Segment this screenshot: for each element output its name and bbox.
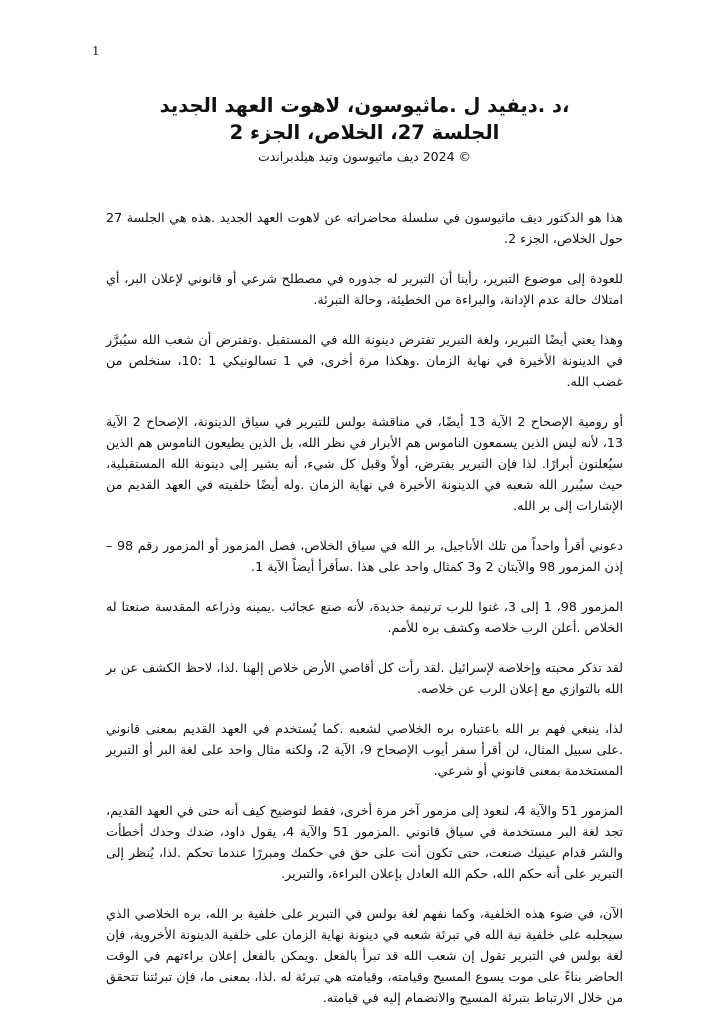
paragraph-7: لقد تذكر محبته وإخلاصه لإسرائيل .لقد رأت كل أقاصي الأرض خلاص إلهنا .لذا، لاحظ الكشف عن بر الله بالتوازي مع إعلان الرب عن خلاصه. — [106, 660, 623, 696]
copyright-line: © 2024 ديف ماثيوسون وتيد هيلدبراندت — [257, 149, 472, 164]
document-header — [106, 92, 623, 167]
paragraph-4: أو رومية الإصحاح 2 الآية 13 أيضًا، في مناقشة بولس للتبرير في سياق الدينونة، الإصحاح 2 الآية 13، لأنه ليس الذين يسمعون الناموس هم الأبرار في نظر الله، بل الذين يطيعون الناموس هم الذين سيُعلنون أبرارًا. لذا فإن التبرير يفترض، أولاً وقبل كل شيء، أنه يشير إلى دينونة الله المستقبلية، حيث سيُبرر الله شعبه في الدينونة الأخيرة في نهاية الزمان .وله أيضًا خلفيته في العهد القديم من الإشارات إلى بر الله. — [106, 414, 623, 513]
document-body — [106, 207, 623, 1027]
paragraph-2: للعودة إلى موضوع التبرير، رأينا أن التبرير له جذوره في مصطلح شرعي أو قانوني لإعلان البر، أي امتلاك حالة عدم الإدانة، والبراءة من الخطيئة، وحالة التبرئة. — [106, 271, 623, 307]
paragraph-6: المزمور 98، 1 إلى 3، غنوا للرب ترنيمة جديدة، لأنه صنع عجائب .يمينه وذراعه المقدسة صنعتا له الخلاص .أعلن الرب خلاصه وكشف بره للأمم. — [106, 599, 623, 635]
paragraph-5: دعوني أقرأ واحداً من تلك الأناجيل، بر الله في سياق الخلاص، فصل المزمور أو المزمور رقم 98 – إذن المزمور 98 والآيتان 2 و3 كمثال واحد على هذا .سأقرأ أيضاً الآية 1. — [106, 538, 623, 574]
page-number: 1 — [92, 44, 100, 58]
paragraph-8: لذا، ينبغي فهم بر الله باعتباره بره الخلاصي لشعبه .كما يُستخدم في العهد القديم بمعنى قانوني .على سبيل المثال، لن أقرأ سفر أيوب الإصحاح 9، الآية 2، ولكنه مثال واحد على لغة البر أو التبرير المستخدمة بمعنى قانوني أو شرعي. — [106, 721, 623, 778]
paragraph-1: هذا هو الدكتور ديف ماثيوسون في سلسلة محاضراته عن لاهوت العهد الجديد .هذه هي الجلسة 27 حول الخلاص، الجزء 2. — [106, 210, 623, 246]
paragraph-3: وهذا يعني أيضًا التبرير، ولغة التبرير تفترض دينونة الله في المستقبل .وتفترض أن شعب الله سيُبرَّر في الدينونة الأخيرة في نهاية الزمان .وهكذا مرة أخرى، في 1 تسالونيكي 1 :10، سنخلص من غضب الله. — [106, 332, 623, 389]
title-line-1: ،د .ديفيد ل .ماثيوسون، لاهوت العهد الجديد — [159, 94, 570, 117]
paragraph-9: المزمور 51 والآية 4، لنعود إلى مزمور آخر مرة أخرى، فقط لتوضيح كيف أنه حتى في العهد القديم، تجد لغة البر مستخدمة في سياق قانوني .المزمور 51 والآية 4، يقول داود، ضدك وحدك أخطأت والشر قدام عينيك صنعت، حتى تكون أنت على حق في حكمك ومبررًا عندما تحكم .لذا، يُنظر إلى التبرير على أنه حكم الله، حكم الله العادل بإعلان البراءة، والتبرير. — [106, 803, 624, 881]
title-line-2: الجلسة 27، الخلاص، الجزء 2 — [229, 121, 500, 144]
paragraph-10: الآن، في ضوء هذه الخلفية، وكما نفهم لغة بولس في التبرير على خلفية بر الله، بره الخلاصي الذي سيجلبه على خلفية نية الله في تبرئة شعبه في دينونة نهاية الزمان على خلفية الدينونة الأخروية، فإن لغة بولس في التبرير تقول إن شعب الله قد تبرأ بالفعل .ويمكن بالفعل إعلان براءتهم في الوقت الحاضر بناءً على موت يسوع المسيح وقيامته، وقيامته هي تبرئة له .لذا، بمعنى ما، فإن تبرئتنا تتحقق من خلال الارتباط بتبرئة المسيح والانضمام إليه في قيامته. — [106, 906, 623, 1005]
